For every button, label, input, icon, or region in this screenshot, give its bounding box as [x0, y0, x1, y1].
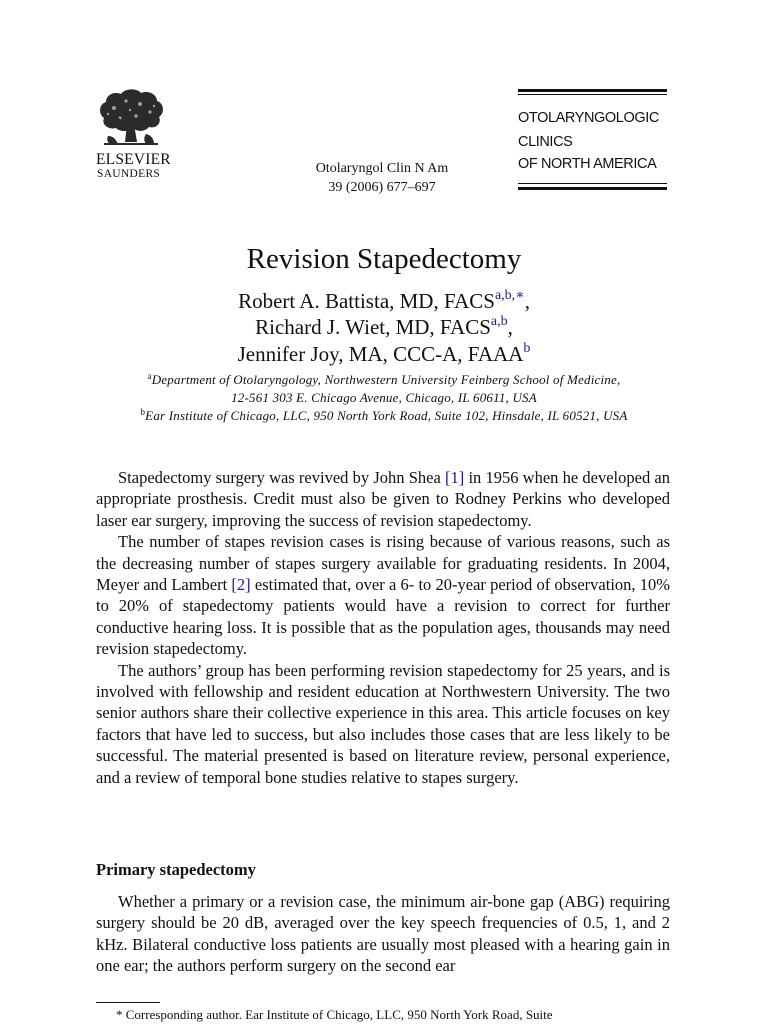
publisher-name: ELSEVIER: [96, 151, 171, 168]
article-body: [96, 467, 670, 788]
publisher-logo: [96, 88, 171, 184]
author-name: Richard J. Wiet, MD, FACS: [255, 315, 491, 339]
paragraph-3: The authors’ group has been performing revision stapedectomy for 25 years, and is involved with fellowship and resident education at Northwestern University. The two senior authors share their collective experience in this area. This article focuses on key factors that have led to success, but also includes those cases that are less likely to be successful. The material presented is based on literature review, personal experience, and a review of temporal bone studies relative to stapes surgery.: [96, 660, 670, 787]
author-name: Jennifer Joy, MA, CCC-A, FAAA: [237, 342, 524, 366]
section-body: [96, 891, 670, 977]
reference-link-1[interactable]: [1]: [444, 468, 465, 487]
masthead-bottom-rule-thin: [518, 183, 667, 184]
section-heading: Primary stapedectomy: [96, 860, 256, 879]
journal-name-line1: OTOLARYNGOLOGIC: [518, 110, 659, 126]
journal-name-line3: OF NORTH AMERICA: [518, 156, 657, 172]
journal-citation: [270, 159, 494, 197]
paragraph-1: Stapedectomy surgery was revived by John Shea [1] in 1956 when he developed an appropriate prosthesis. Credit must also be given to Rodney Perkins who developed laser ear surgery, improving the success of revision stapedectomy.: [96, 468, 670, 530]
publisher-imprint: SAUNDERS: [97, 168, 161, 180]
journal-name-line2: CLINICS: [518, 134, 573, 150]
footnote-rule: [96, 1002, 160, 1003]
article-title: Revision Stapedectomy: [246, 243, 522, 275]
author-line: [0, 341, 768, 367]
author-affiliation-mark[interactable]: b: [523, 341, 531, 356]
citation-journal: Otolaryngol Clin N Am: [315, 161, 449, 176]
author-line: Richard J. Wiet, MD, FACS$^{a,b}$,: [255, 314, 513, 339]
author-affiliation-mark[interactable]: a,b: [490, 314, 508, 329]
paragraph-2: The number of stapes revision cases is rising because of various reasons, such as the decreasing number of stapes surgery available for graduating residents. In 2004, Meyer and Lambert [2] estimated that, over a 6- to 20-year period of observation, 10% to 20% of stapedectomy patients would have a revision to correct for further conductive hearing loss. It is possible that as the population ages, thousands may need revision stapedectomy.: [96, 532, 670, 659]
paragraph-4: Whether a primary or a revision case, the minimum air-bone gap (ABG) requiring surgery should be 20 dB, averaged over the key speech frequencies of 0.5, 1, and 2 kHz. Bilateral conductive loss patients are usually most pleased with a hearing gain in one ear; the authors perform surgery on the second ear: [96, 892, 670, 976]
citation-volume-pages: 39 (2006) 677–697: [328, 180, 436, 195]
masthead-top-rule-thin: [518, 94, 667, 95]
author-name: Robert A. Battista, MD, FACS: [238, 289, 495, 313]
affiliation-a: $^a$Department of Otolaryngology, Northwestern University Feinberg School of Medicine,: [147, 371, 621, 387]
journal-masthead: [518, 89, 667, 193]
corresponding-author-footnote: * Corresponding author. Ear Institute of Chicago, LLC, 950 North York Road, Suite: [116, 1007, 553, 1022]
masthead-top-rule: [518, 89, 667, 92]
elsevier-tree-logo-icon: [96, 88, 166, 148]
author-line: Robert A. Battista, MD, $FACS^{a,b,∗}$,: [238, 288, 530, 313]
masthead-bottom-rule: [518, 187, 667, 190]
author-affiliation-mark[interactable]: a,b,∗: [494, 288, 525, 303]
affiliation-b: $^b$Ear Institute of Chicago, LLC, 950 North York Road, Suite 102, Hinsdale, IL 60521, USA: [140, 407, 628, 423]
reference-link-2[interactable]: [2]: [231, 575, 251, 595]
affiliation-a-address: 12-561 303 E. Chicago Avenue, Chicago, IL 60611, USA: [231, 390, 537, 405]
